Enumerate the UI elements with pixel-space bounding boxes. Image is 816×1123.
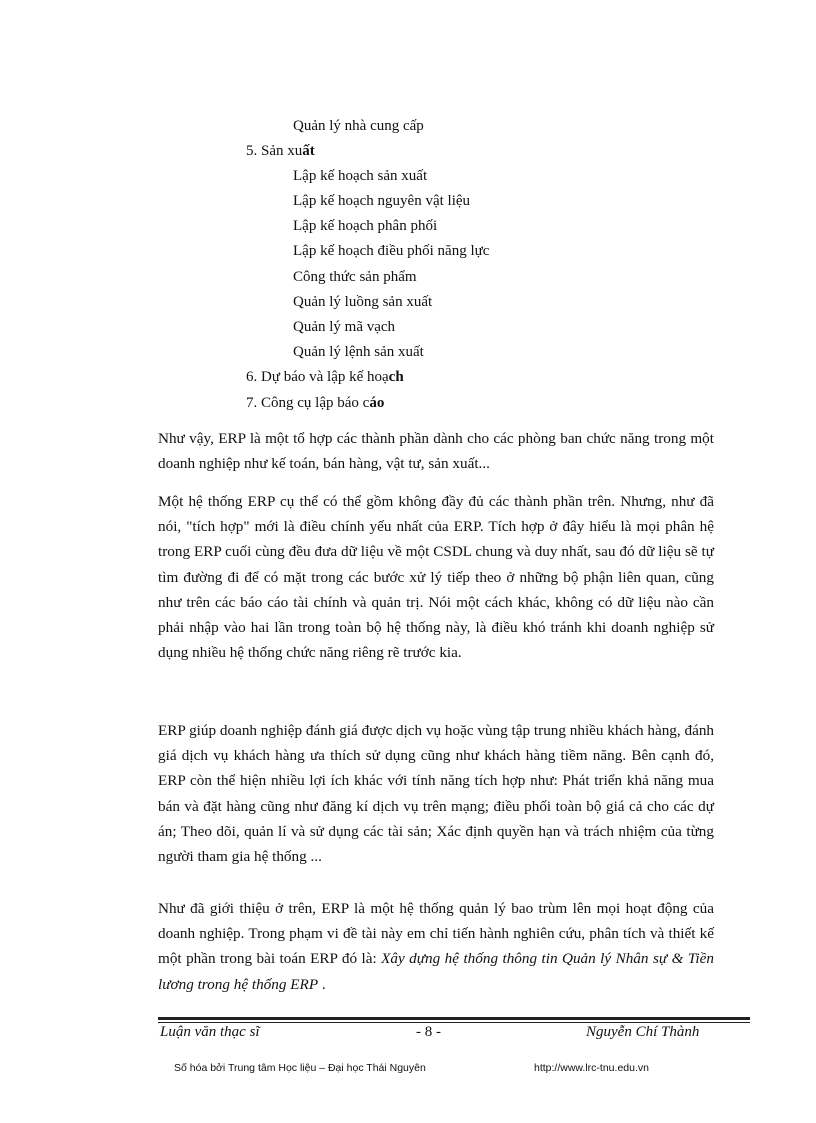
section-title: Công cụ lập báo c: [261, 395, 370, 411]
footer-left: Luận văn thạc sĩ: [160, 1024, 260, 1040]
section-number: 6.: [246, 369, 258, 385]
list-item: Quản lý lệnh sản xuất: [293, 344, 424, 360]
section-title-bold: ch: [388, 369, 404, 385]
list-item: Quản lý luồng sản xuất: [293, 294, 433, 310]
footer-rule-thin: [158, 1022, 750, 1023]
digitization-credit: Số hóa bởi Trung tâm Học liệu – Đại học Thái Nguyên: [174, 1062, 426, 1074]
credit-url: http://www.lrc-tnu.edu.vn: [534, 1062, 649, 1074]
list-item: Lập kế hoạch phân phối: [293, 218, 438, 234]
section-title-bold: ất: [302, 143, 315, 159]
paragraph-2: Một hệ thống ERP cụ thể có thể gồm không đầy đủ các thành phần trên. Nhưng, như đã nói, "tích hợp" mới là điều chính yếu nhất của ERP. Tích hợp ở đây hiểu là mọi phân hệ trong ERP cuối cùng đều đưa dữ liệu về một CSDL chung và duy nhất, sau đó dữ liệu sẽ tự tìm đường đi để có mặt trong các bước xử lý tiếp theo ở những bộ phận liên quan, cũng như trên các báo cáo tài chính và quản trị. Nói một cách khác, không có dữ liệu nào cần phải nhập vào hai lần trong toàn bộ hệ thống này, là điều khó tránh khi doanh nghiệp sử dụng nhiều hệ thống chức năng riêng rẽ trước kia.: [158, 493, 714, 662]
section-number: 5.: [246, 143, 258, 159]
section-title: Dự báo và lập kế hoạ: [261, 369, 389, 385]
paragraph-4-end: .: [318, 975, 326, 993]
paragraph-4-text: Như đã giới thiệu ở trên, ERP là một hệ thống quản lý bao trùm lên mọi hoạt động của doanh nghiệp. Trong phạm vi đề tài này em chỉ tiến hành nghiên cứu, phân tích và thiết kế một phần trong bài toán ERP đó là:: [158, 900, 714, 968]
page-number: - 8 -: [416, 1024, 441, 1040]
paragraph-4: [158, 896, 714, 997]
list-item: Lập kế hoạch sản xuất: [293, 168, 428, 184]
list-item: Công thức sản phẩm: [293, 269, 417, 285]
footer-rule-thick: [158, 1017, 750, 1020]
list-item: Quản lý nhà cung cấp: [293, 118, 424, 134]
thesis-topic: Xây dựng hệ thống thông tin Quản lý Nhân sự & Tiền lương trong hệ thống ERP: [158, 950, 714, 993]
paragraph-3: ERP giúp doanh nghiệp đánh giá được dịch vụ hoặc vùng tập trung nhiều khách hàng, đánh giá dịch vụ khách hàng ưa thích sử dụng cũng như khách hàng tiềm năng. Bên cạnh đó, ERP còn thể hiện nhiều lợi ích khác với tính năng tích hợp như: Phát triển khả năng mua bán và đặt hàng cũng như đăng kí dịch vụ trên mạng; điều phối toàn bộ giá cả cho các dự án; Theo dõi, quản lí và sử dụng các tài sản; Xác định quyền hạn và trách nhiệm của từng người tham gia hệ thống ...: [158, 722, 715, 866]
section-title: Sản xu: [261, 143, 303, 159]
footer-author: Nguyễn Chí Thành: [586, 1024, 700, 1040]
section-number: 7.: [246, 395, 258, 411]
list-item: Lập kế hoạch điều phối năng lực: [293, 243, 490, 259]
section-heading-5: [246, 141, 315, 161]
list-item: Quản lý mã vạch: [293, 319, 396, 335]
section-title-bold: áo: [369, 395, 385, 411]
section-heading-7: [246, 393, 384, 413]
section-heading-6: [246, 367, 404, 387]
list-item: Lập kế hoạch nguyên vật liệu: [293, 193, 471, 209]
paragraph-1: Như vậy, ERP là một tổ hợp các thành phần dành cho các phòng ban chức năng trong một doanh nghiệp như kế toán, bán hàng, vật tư, sản xuất...: [158, 430, 714, 473]
